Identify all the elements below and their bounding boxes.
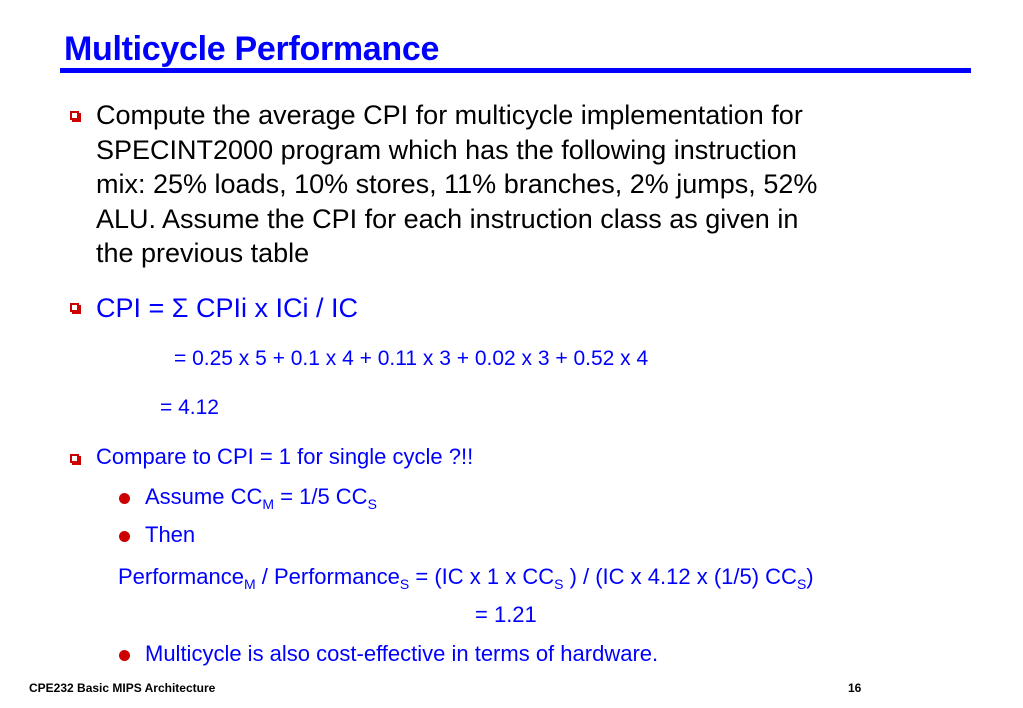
subscript-m: M [243,576,256,592]
cpi-formula: CPI = Σ CPIi x ICi / IC [96,293,358,323]
assume-text [145,484,377,510]
assume-prefix: Assume CC [145,484,263,509]
cpi-calculation: = 0.25 x 5 + 0.1 x 4 + 0.11 x 3 + 0.02 x 3 + 0.52 x 4 [174,347,649,370]
footer-page-number: 16 [848,681,862,695]
perf-part: / Performance [255,564,400,589]
subscript-s: S [399,576,410,592]
square-bullet-shadow [72,456,81,465]
footer-course: CPE232 Basic MIPS Architecture [29,681,216,695]
slide-title: Multicycle Performance [64,30,440,68]
compare-text: Compare to CPI = 1 for single cycle ?!! [96,444,474,469]
then-text: Then [145,522,196,547]
square-bullet-shadow [72,305,81,314]
perf-part: ) [806,564,814,589]
assume-mid: = 1/5 CC [274,484,368,509]
round-bullet-icon [119,650,130,661]
multicycle-text: Multicycle is also cost-effective in terms of hardware. [145,641,659,666]
bullet-compute-line: Compute the average CPI for multicycle implementation for [96,100,803,130]
performance-ratio [118,564,814,590]
round-bullet-icon [119,531,130,542]
bullet-compute-line: ALU. Assume the CPI for each instruction class as given in [96,203,799,234]
perf-part: ) / (IC x 4.12 x (1/5) CC [563,564,797,589]
bullet-compute-text [96,98,817,271]
perf-part: Performance [118,564,244,589]
cpi-result: = 4.12 [160,396,219,419]
bullet-compute-line: mix: 25% loads, 10% stores, 11% branches, 2% jumps, 52% [96,169,818,199]
perf-part: = (IC x 1 x CC [409,564,555,589]
square-bullet-shadow [72,113,81,122]
subscript-s: S [796,576,807,592]
subscript-m: M [262,496,275,512]
bullet-compute-line: the previous table [96,238,310,268]
title-underline [60,68,971,73]
performance-result: = 1.21 [475,602,537,627]
round-bullet-icon [119,493,130,504]
subscript-s: S [367,496,377,512]
bullet-compute-line: SPECINT2000 program which has the following instruction [96,134,797,165]
subscript-s: S [554,576,564,592]
